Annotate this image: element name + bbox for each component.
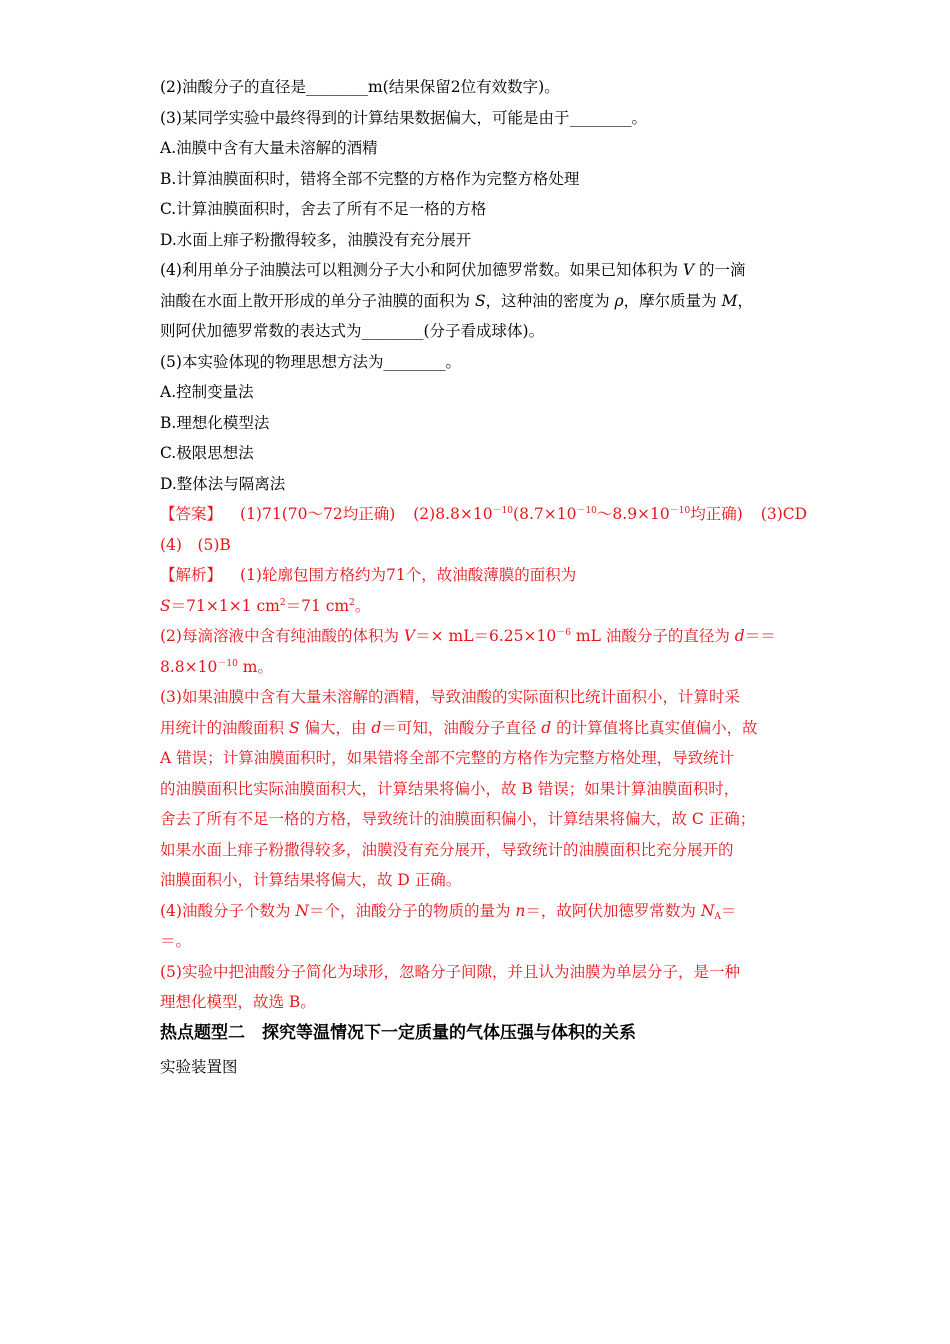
- analysis-5-line-1: (5)实验中把油酸分子简化为球形，忽略分子间隙，并且认为油膜为单层分子，是一种: [160, 962, 740, 981]
- q5-option-b: B.理想化模型法: [160, 413, 270, 432]
- q3-option-d: D.水面上痱子粉撒得较多，油膜没有充分展开: [160, 230, 472, 249]
- analysis-4-line-2: ＝。: [160, 932, 192, 950]
- analysis-2-line-2: $8.8\times 10^{-10}$ m。: [160, 657, 273, 676]
- analysis-3-line-5: 舍去了所有不足一格的方格，导致统计的油膜面积偏小，计算结果将偏大，故 C 正确；: [160, 810, 756, 828]
- q3-option-a: A.油膜中含有大量未溶解的酒精: [160, 139, 378, 157]
- analysis-3-line-2: 用统计的油酸面积 S 偏大，由 d＝可知，油酸分子直径 d 的计算值将比真实值偏小，故: [160, 718, 758, 737]
- q3-option-b: B.计算油膜面积时，错将全部不完整的方格作为完整方格处理: [160, 169, 580, 188]
- analysis-5-line-2: 理想化模型，故选 B。: [160, 993, 316, 1011]
- analysis-3-line-6: 如果水面上痱子粉撒得较多，油膜没有充分展开，导致统计的油膜面积比充分展开的: [160, 840, 734, 859]
- q5-option-a: A.控制变量法: [160, 383, 254, 401]
- question-2: (2)油酸分子的直径是________m(结果保留2位有效数字)。: [160, 78, 560, 96]
- answer-line-2: (4) (5)B: [160, 535, 231, 554]
- analysis-3-line-7: 油膜面积小，计算结果将偏大，故 D 正确。: [160, 871, 462, 889]
- question-4-line-1: (4)利用单分子油膜法可以粗测分子大小和阿伏加德罗常数。如果已知体积为 V 的一滴: [160, 261, 746, 279]
- analysis-1-line-1: 【解析】 (1)轮廓包围方格约为71个，故油酸薄膜的面积为: [160, 566, 577, 584]
- q3-option-c: C.计算油膜面积时，舍去了所有不足一格的方格: [160, 200, 487, 218]
- analysis-3-line-1: (3)如果油膜中含有大量未溶解的酒精，导致油酸的实际面积比统计面积小，计算时采: [160, 688, 740, 706]
- question-3: (3)某同学实验中最终得到的计算结果数据偏大，可能是由于________。: [160, 108, 647, 127]
- analysis-1-line-2: S＝71×1×1 $cm^2=71$ $cm^2$。: [160, 596, 371, 615]
- question-5: (5)本实验体现的物理思想方法为________。: [160, 352, 461, 371]
- analysis-label: 【解析】: [160, 566, 223, 584]
- section-heading: 热点题型二 探究等温情况下一定质量的气体压强与体积的关系: [160, 1022, 636, 1043]
- q5-option-c: C.极限思想法: [160, 444, 254, 462]
- analysis-2-line-1: (2)每滴溶液中含有纯油酸的体积为 $V=\times mL=6.25\times 10^{-6}$ mL 油酸分子的直径为 d＝＝: [160, 627, 776, 645]
- question-4-line-2: 油酸在水面上散开形成的单分子油膜的面积为 S，这种油的密度为 ρ，摩尔质量为 M，: [160, 291, 753, 310]
- answer-line-1: 【答案】 (1)71(70～72均正确) $(2)8.8\times 10^{-10}(8.7\times 10^{-10}\sim 8.9\times 10^{-10}$均正确) (3)CD: [160, 505, 808, 523]
- analysis-3-line-4: 的油膜面积比实际油膜面积大，计算结果将偏小，故 B 错误；如果计算油膜面积时，: [160, 779, 740, 798]
- document-page: [160, 72, 808, 1082]
- answer-label: 【答案】: [160, 505, 223, 523]
- analysis-4-line-1: (4)油酸分子个数为 N＝个，油酸分子的物质的量为 n＝，故阿伏加德罗常数为 $N_A=$: [160, 901, 737, 922]
- section-subtitle: 实验装置图: [160, 1057, 238, 1076]
- q5-option-d: D.整体法与隔离法: [160, 474, 286, 493]
- question-4-line-3: 则阿伏加德罗常数的表达式为________(分子看成球体)。: [160, 322, 545, 340]
- analysis-3-line-3: A 错误；计算油膜面积时，如果错将全部不完整的方格作为完整方格处理，导致统计: [160, 749, 735, 767]
